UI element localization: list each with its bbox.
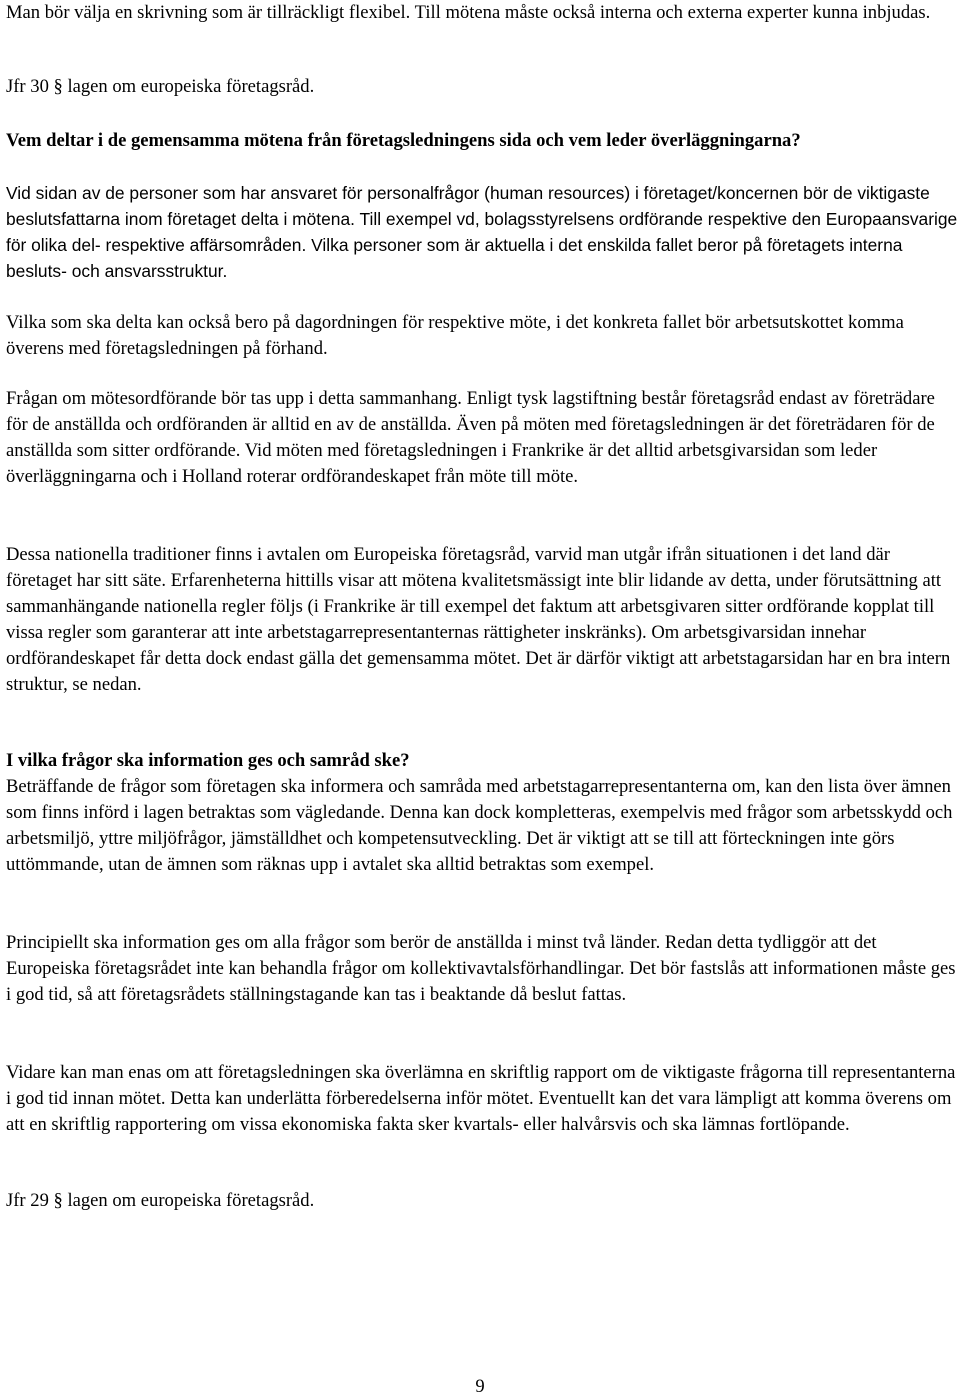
page-number: 9 (475, 1376, 485, 1397)
paragraph-participants: Vid sidan av de personer som har ansvaret för personalfrågor (human resources) i företaget/koncernen bör de viktigaste beslutsfattarna inom företaget delta i mötena. Till exempel vd, bolagsstyrelsens ordförande respektive den Europaansvarige för olika del- respektive affärsområden. Vilka personer som är aktuella i det enskilda fallet beror på företagets interna besluts- och ansvarsstruktur. (6, 183, 958, 281)
section-heading-topics: I vilka frågor ska information ges och samråd ske? (6, 750, 410, 771)
paragraph-intro: Man bör välja en skrivning som är tillräckligt flexibel. Till mötena måste också interna och externa experter kunna inbjudas. (6, 2, 931, 23)
section-heading-participants: Vem deltar i de gemensamma mötena från företagsledningens sida och vem leder överläggningarna? (6, 130, 801, 151)
paragraph-topics: Beträffande de frågor som företagen ska informera och samråda med arbetstagarrepresentanterna om, kan den lista över ämnen som finns införd i lagen betraktas som vägledande. Denna kan dock kompletteras, exempelvis med frågor som arbetsskydd och arbetsmiljö, yttre miljöfrågor, jämställdhet och kompetensutveckling. Det är viktigt att se till att förteckningen inte görs uttömmande, utan de ämnen som räknas upp i avtalet ska alltid betraktas som exempel. (6, 776, 953, 875)
paragraph-national-traditions: Dessa nationella traditioner finns i avtalen om Europeiska företagsråd, varvid man utgår ifrån situationen i det land där företaget har sitt säte. Erfarenheterna hittills visar att mötena kvalitetsmässigt inte blir lidande av detta, under förutsättning att sammanhängande nationella regler följs (i Frankrike är till exempel det faktum att arbetsgivaren sitter ordförande kopplat till vissa regler som garanterar att inte arbetstagarrepresentanternas rättigheter inskränks). Om arbetsgivarsidan innehar ordförandeskapet får detta dock endast gälla det gemensamma mötet. Det är därför viktigt att arbetstagarsidan har en bra intern struktur, se nedan. (6, 544, 951, 695)
paragraph-principle: Principiellt ska information ges om alla frågor som berör de anställda i minst två länder. Redan detta tydliggör att det Europeiska företagsrådet inte kan behandla frågor om kollektivavtalsförhandlingar. Det bör fastslås att informationen måste ges i god tid, så att företagsrådets ställningstagande kan tas i beaktande då beslut fattas. (6, 932, 956, 1005)
paragraph-written-report: Vidare kan man enas om att företagsledningen ska överlämna en skriftlig rapport om de viktigaste frågorna till representanterna i god tid innan mötet. Detta kan underlätta förberedelserna inför mötet. Eventuellt kan det vara lämpligt att komma överens om att en skriftlig rapportering om vissa ekonomiska fakta sker kvartals- eller halvårsvis och ska lämnas fortlöpande. (6, 1062, 956, 1135)
paragraph-agenda: Vilka som ska delta kan också bero på dagordningen för respektive möte, i det konkreta fallet bör arbetsutskottet komma överens med företagsledningen på förhand. (6, 312, 904, 359)
paragraph-reference-29: Jfr 29 § lagen om europeiska företagsråd. (6, 1190, 315, 1211)
paragraph-reference-30: Jfr 30 § lagen om europeiska företagsråd. (6, 76, 315, 97)
paragraph-chairperson: Frågan om mötesordförande bör tas upp i detta sammanhang. Enligt tysk lagstiftning består företagsråd endast av företrädare för de anställda och ordföranden är alltid en av de anställda. Även på möten med företagsledningen är det företrädaren för de anställda som sitter ordförande. Vid möten med företagsledningen i Frankrike är det alltid arbetsgivarsidan som leder överläggningarna och i Holland roterar ordförandeskapet från möte till möte. (6, 388, 935, 487)
